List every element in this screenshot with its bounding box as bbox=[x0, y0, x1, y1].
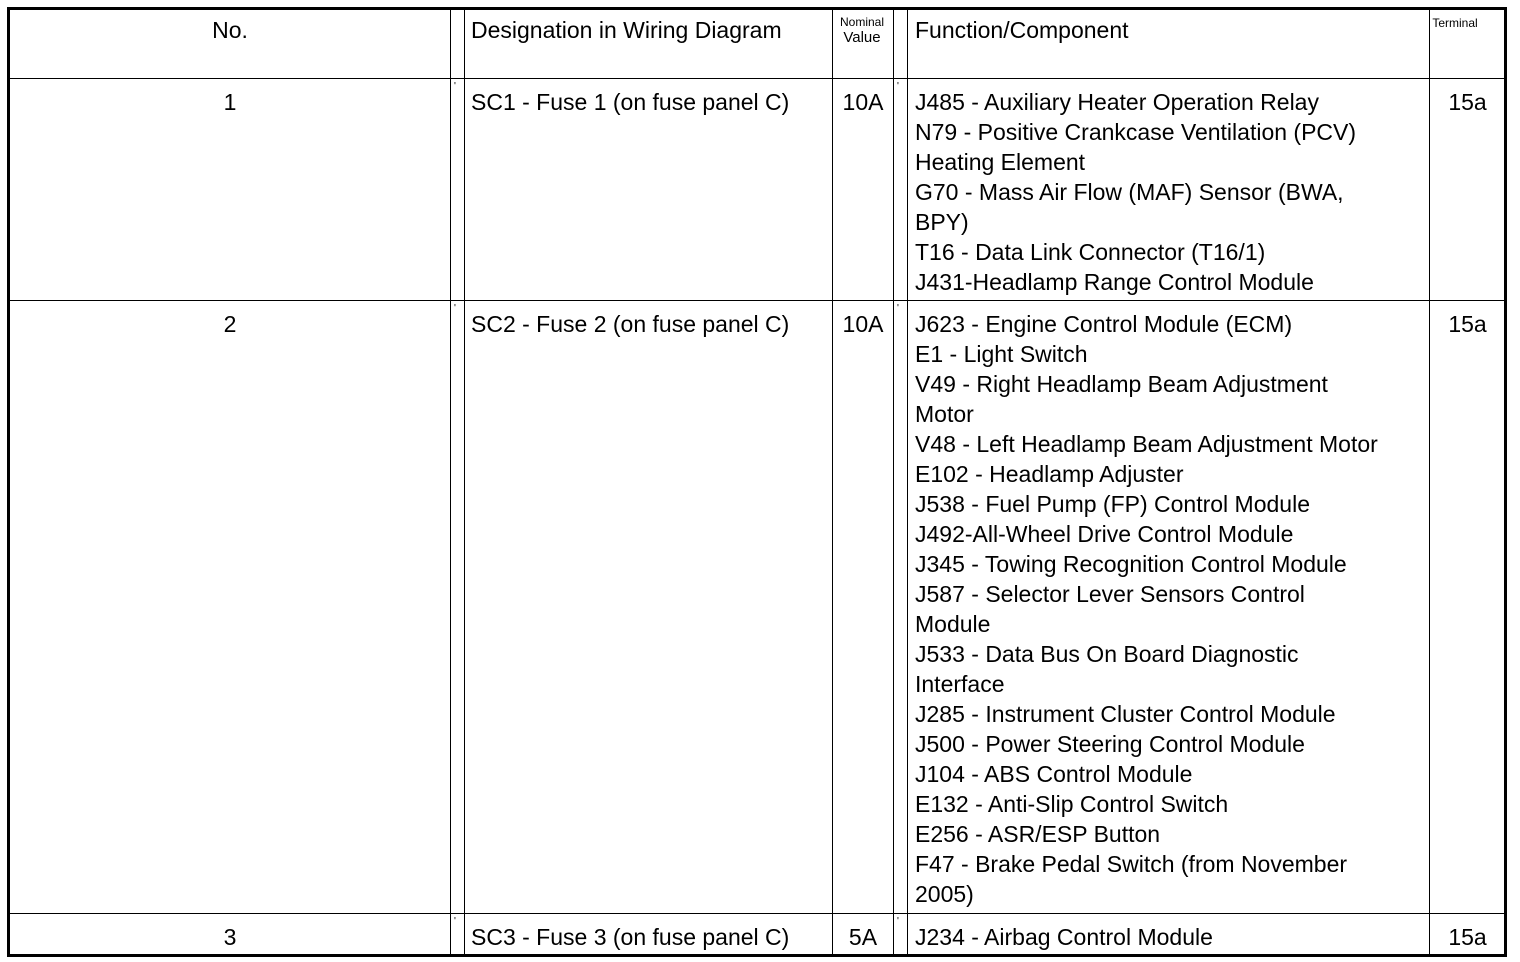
function-item: J431-Headlamp Range Control Module bbox=[915, 269, 1314, 295]
header-nominal-value: Nominal Value bbox=[839, 15, 884, 46]
function-item: E132 - Anti-Slip Control Switch bbox=[915, 791, 1229, 817]
column-divider bbox=[1429, 10, 1430, 954]
tick-mark: ' bbox=[897, 303, 899, 314]
function-item: 2005) bbox=[915, 881, 974, 907]
header-function: Function/Component bbox=[915, 17, 1129, 43]
function-item: E256 - ASR/ESP Button bbox=[915, 821, 1161, 847]
tick-mark: ' bbox=[454, 916, 456, 927]
tick-mark: ' bbox=[454, 303, 456, 314]
function-item: BPY) bbox=[915, 209, 969, 235]
row-divider bbox=[10, 913, 1504, 914]
row-1-designation: SC1 - Fuse 1 (on fuse panel C) bbox=[471, 89, 790, 115]
row-1-terminal: 15a bbox=[1448, 89, 1487, 115]
function-item: J104 - ABS Control Module bbox=[915, 761, 1193, 787]
column-divider bbox=[893, 10, 894, 954]
header-no: No. bbox=[212, 17, 248, 43]
row-1-functions bbox=[915, 87, 1356, 297]
function-item: V48 - Left Headlamp Beam Adjustment Motor bbox=[915, 431, 1378, 457]
row-3-terminal: 15a bbox=[1448, 924, 1487, 950]
function-item: J587 - Selector Lever Sensors Control bbox=[915, 581, 1305, 607]
header-divider bbox=[10, 78, 1504, 79]
function-item: Module bbox=[915, 611, 991, 637]
row-1-value: 10A bbox=[842, 89, 884, 115]
row-2-terminal: 15a bbox=[1448, 311, 1487, 337]
function-item: E1 - Light Switch bbox=[915, 341, 1088, 367]
row-divider bbox=[10, 300, 1504, 301]
function-item: E102 - Headlamp Adjuster bbox=[915, 461, 1184, 487]
function-item: V49 - Right Headlamp Beam Adjustment bbox=[915, 371, 1328, 397]
function-item: J234 - Airbag Control Module bbox=[915, 924, 1213, 950]
column-divider bbox=[464, 10, 465, 954]
fuse-table bbox=[7, 7, 1507, 957]
function-item: Interface bbox=[915, 671, 1005, 697]
function-item: G70 - Mass Air Flow (MAF) Sensor (BWA, bbox=[915, 179, 1344, 205]
function-item: J538 - Fuel Pump (FP) Control Module bbox=[915, 491, 1310, 517]
row-2-no: 2 bbox=[223, 311, 237, 337]
tick-mark: ' bbox=[454, 81, 456, 92]
function-item: J623 - Engine Control Module (ECM) bbox=[915, 311, 1293, 337]
row-3-designation: SC3 - Fuse 3 (on fuse panel C) bbox=[471, 924, 790, 950]
tick-mark: ' bbox=[897, 916, 899, 927]
function-item: J485 - Auxiliary Heater Operation Relay bbox=[915, 89, 1319, 115]
column-divider bbox=[907, 10, 908, 954]
function-item: J500 - Power Steering Control Module bbox=[915, 731, 1305, 757]
row-3-no: 3 bbox=[223, 924, 237, 950]
row-2-designation: SC2 - Fuse 2 (on fuse panel C) bbox=[471, 311, 790, 337]
tick-mark: ' bbox=[897, 81, 899, 92]
column-divider bbox=[450, 10, 451, 954]
function-item: N79 - Positive Crankcase Ventilation (PCV) bbox=[915, 119, 1357, 145]
function-item: J533 - Data Bus On Board Diagnostic bbox=[915, 641, 1299, 667]
function-item: F47 - Brake Pedal Switch (from November bbox=[915, 851, 1348, 877]
function-item: J345 - Towing Recognition Control Module bbox=[915, 551, 1347, 577]
row-3-value: 5A bbox=[848, 924, 878, 950]
function-item: T16 - Data Link Connector (T16/1) bbox=[915, 239, 1266, 265]
function-item: J285 - Instrument Cluster Control Module bbox=[915, 701, 1336, 727]
header-terminal: Terminal bbox=[1432, 16, 1478, 30]
row-1-no: 1 bbox=[223, 89, 237, 115]
column-divider bbox=[832, 10, 833, 954]
row-2-value: 10A bbox=[842, 311, 884, 337]
row-3-functions bbox=[915, 922, 1213, 952]
row-2-functions bbox=[915, 309, 1378, 909]
function-item: J492-All-Wheel Drive Control Module bbox=[915, 521, 1294, 547]
function-item: Motor bbox=[915, 401, 974, 427]
function-item: Heating Element bbox=[915, 149, 1086, 175]
header-designation: Designation in Wiring Diagram bbox=[471, 17, 782, 43]
